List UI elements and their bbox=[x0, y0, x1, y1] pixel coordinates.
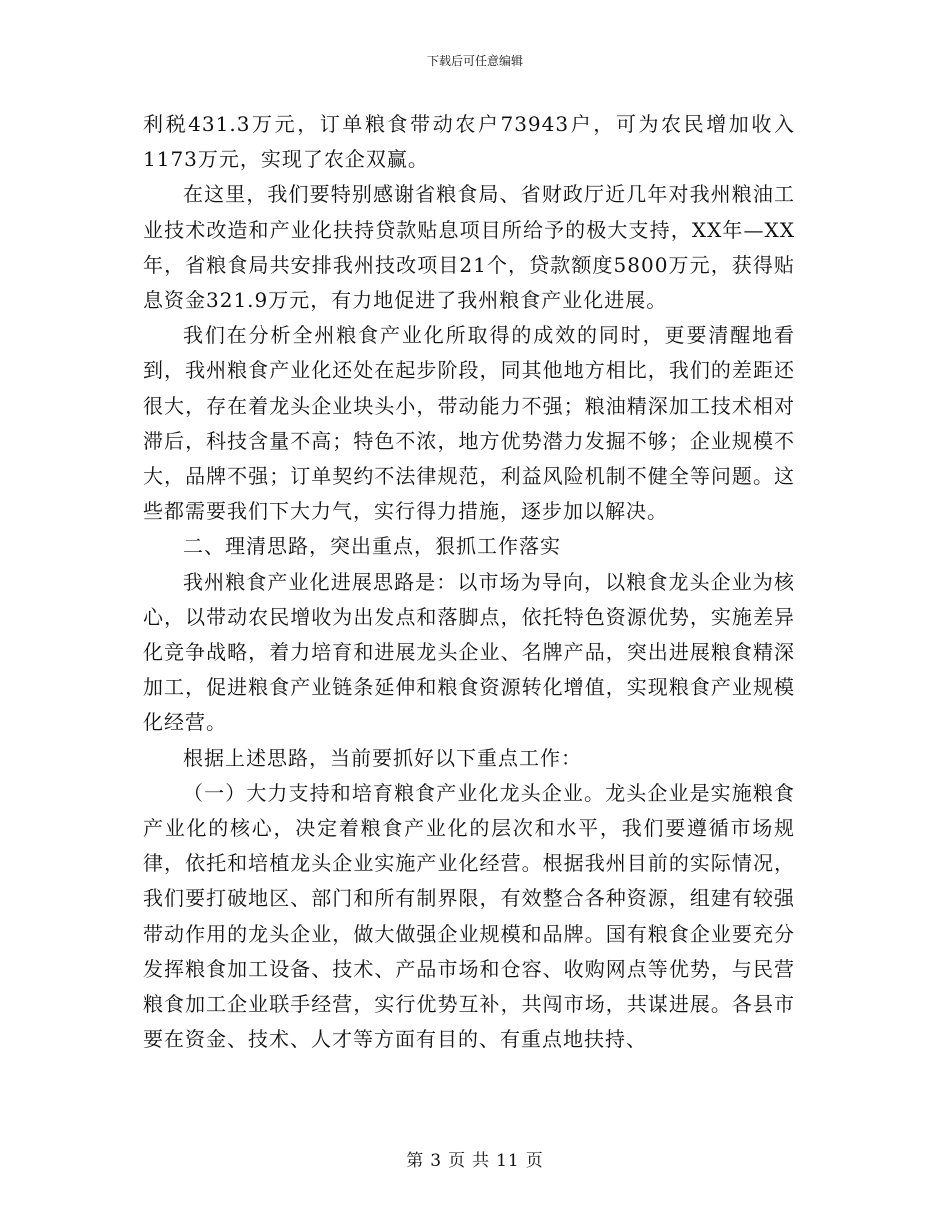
page-header: 下载后可任意编辑 bbox=[426, 54, 523, 68]
paragraph: 我们在分析全州粮食产业化所取得的成效的同时，更要清醒地看到，我州粮食产业化还处在起步阶段，同其他地方相比，我们的差距还很大，存在着龙头企业块头小，带动能力不强；粮油精深加工技术相对滞后，科技含量不高；特色不浓，地方优势潜力发掘不够；企业规模不大，品牌不强；订单契约不法律规范，利益风险机制不健全等问题。这些都需要我们下大力气，实行得力措施，逐步加以解决。 bbox=[143, 323, 795, 524]
page-number: 3 bbox=[430, 1151, 443, 1171]
footer-ye-total: 页 bbox=[525, 1151, 544, 1171]
paragraph: 根据上述思路，当前要抓好以下重点工作： bbox=[183, 745, 582, 770]
footer-ye: 页 bbox=[448, 1151, 467, 1171]
paragraph: 我州粮食产业化进展思路是：以市场为导向，以粮食龙头企业为核心，以带动农民增收为出发点和落脚点，依托特色资源优势，实施差异化竞争战略，着力培育和进展龙头企业、名牌产品，突出进展粮食精深加工，促进粮食产业链条延伸和粮食资源转化增值，实现粮食产业规模化经营。 bbox=[143, 569, 795, 735]
footer-gong: 共 bbox=[472, 1151, 491, 1171]
total-pages: 11 bbox=[496, 1151, 520, 1171]
paragraph: 利税431.3万元，订单粮食带动农户73943户，可为农民增加收入1173万元，实现了农企双赢。 bbox=[143, 112, 795, 172]
document-body bbox=[143, 107, 795, 1057]
paragraph: （一）大力支持和培育粮食产业化龙头企业。龙头企业是实施粮食产业化的核心，决定着粮食产业化的层次和水平，我们要遵循市场规律，依托和培植龙头企业实施产业化经营。根据我州目前的实际情况，我们要打破地区、部门和所有制界限，有效整合各种资源，组建有较强带动作用的龙头企业，做大做强企业规模和品牌。国有粮食企业要充分发挥粮食加工设备、技术、产品市场和仓容、收购网点等优势，与民营粮食加工企业联手经营，实行优势互补，共闯市场，共谋进展。各县市要在资金、技术、人才等方面有目的、有重点地扶持、 bbox=[143, 780, 795, 1052]
section-heading: 二、理清思路，突出重点，狠抓工作落实 bbox=[183, 534, 561, 559]
page-footer bbox=[0, 1146, 950, 1171]
paragraph: 在这里，我们要特别感谢省粮食局、省财政厅近几年对我州粮油工业技术改造和产业化扶持贷款贴息项目所给予的极大支持，XX年—XX年，省粮食局共安排我州技改项目21个，贷款额度5800万元，获得贴息资金321.9万元，有力地促进了我州粮食产业化进展。 bbox=[143, 182, 795, 313]
footer-di: 第 bbox=[406, 1151, 425, 1171]
